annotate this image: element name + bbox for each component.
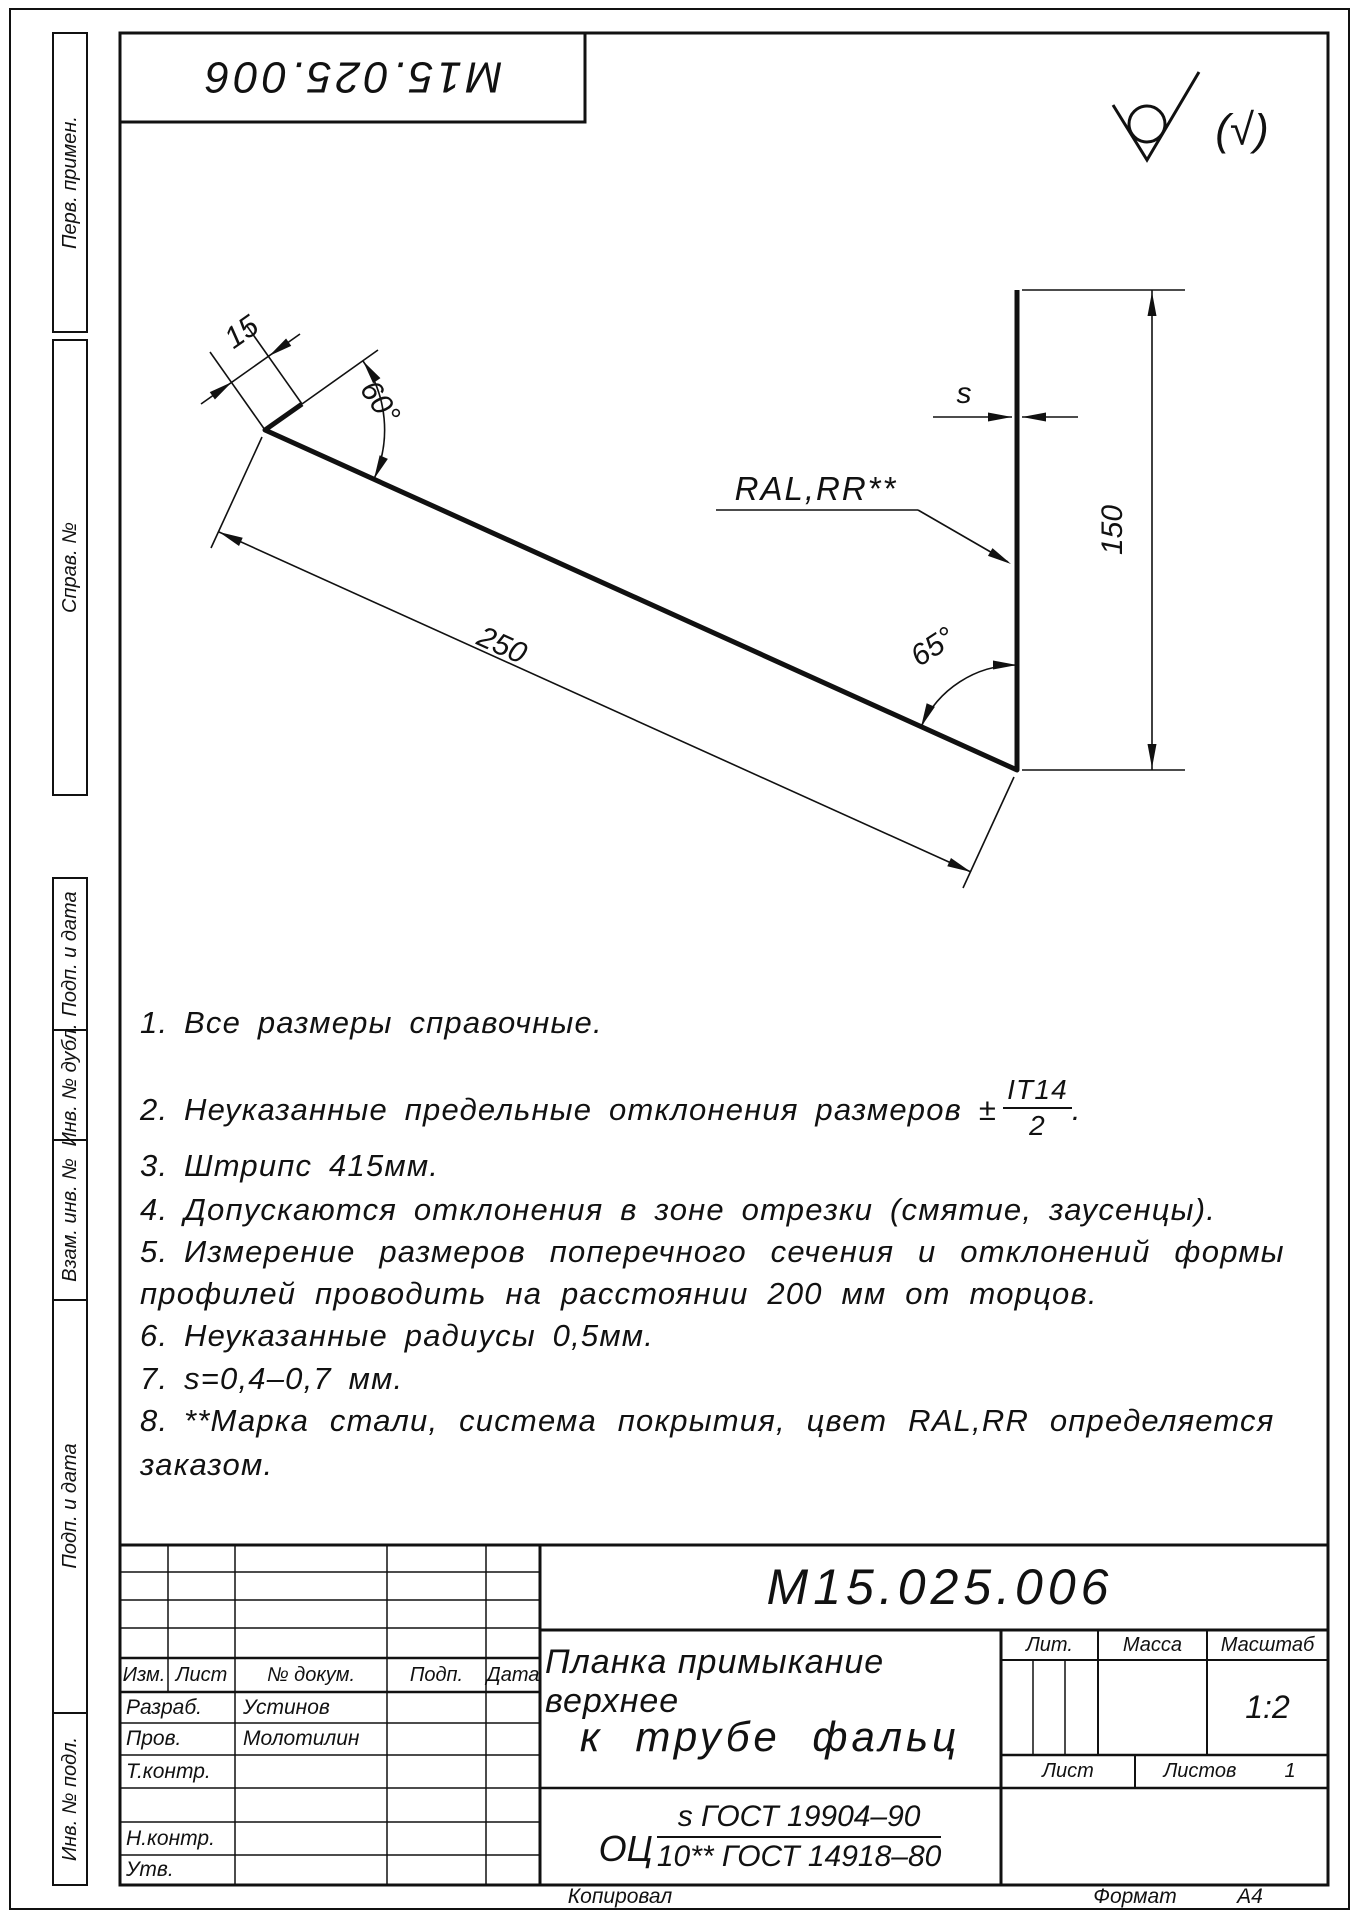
header-masshtab: Масштаб [1220,1633,1315,1656]
margin-label-podp-data-2: Подп. и дата [59,1443,81,1569]
note-text: профилей проводить на расстоянии 200 мм от торцов. [140,1276,1098,1311]
part-name-line1: Планка примыкание верхнее [545,1643,885,1720]
row-razrab-value: Устинов [243,1695,330,1719]
profile-outline [265,290,1017,770]
header-n-dokum: № докум. [266,1663,356,1686]
margin-label-podp-data-1: Подп. и дата [59,891,81,1017]
note-text: Допускаются отклонения в зоне отрезки (смятие, заусенцы). [184,1192,1217,1227]
sheets-label: Листов [1163,1760,1237,1782]
header-massa: Масса [1122,1633,1183,1656]
dim-thickness: s [956,377,972,410]
note-number: 1. [140,1005,169,1040]
dimension-arrows [210,292,1157,876]
margin-label-inv-dubl: Инв. № дубл. [59,1023,81,1147]
note-8-cont [140,1447,273,1483]
row-tkontr-label: Т.контр. [126,1759,211,1783]
material-spec [545,1792,995,1882]
note-1 [140,1005,603,1041]
row-razrab-label: Разраб. [126,1695,202,1719]
note-number: 5. [140,1234,169,1269]
scale-value: 1:2 [1245,1689,1290,1725]
note-number: 4. [140,1192,169,1227]
row-prov-label: Пров. [126,1727,182,1750]
material-fraction [657,1802,942,1872]
note-5-cont [140,1276,1098,1312]
margin-label-perv-primen: Перв. примен. [59,116,81,249]
note-text: s=0,4–0,7 мм. [184,1361,404,1396]
dim-height: 150 [1096,504,1129,556]
note-text: Неуказанные предельные отклонения размеров ± [184,1092,998,1128]
header-lit: Лит. [1026,1633,1073,1656]
note-text: Все размеры справочные. [184,1005,603,1040]
note-number: 6. [140,1318,169,1353]
note-text: Неуказанные радиусы 0,5мм. [184,1318,655,1353]
dim-bottom-angle: 65° [904,620,961,674]
note-number: 3. [140,1148,169,1183]
stamp-designation: М15.025.006 [201,52,503,102]
header-izm: Изм. [122,1663,166,1686]
sheets-count: 1 [1284,1760,1296,1782]
header-list: Лист [175,1663,228,1686]
note-text: Измерение размеров поперечного сечения и отклонений формы [184,1234,1285,1269]
part-name-line2: к трубе фальц [579,1713,961,1760]
material-gost-sheet: s ГОСТ 19904–90 [657,1802,942,1838]
note-text: Штрипс 415мм. [184,1148,440,1183]
note-number: 7. [140,1361,169,1396]
row-utv-label: Утв. [126,1858,174,1881]
row-nkontr-label: Н.контр. [126,1826,215,1850]
dimension-lines [201,290,1185,888]
footer-format-value: А4 [1237,1885,1263,1908]
material-gost-steel: 10** ГОСТ 14918–80 [656,1840,942,1873]
note-6 [140,1318,654,1354]
sheet-label: Лист [1042,1760,1094,1782]
coating-label: RAL,RR** [734,470,898,507]
header-data: Дата [486,1663,540,1686]
note-8 [140,1403,1275,1439]
note-3 [140,1148,439,1184]
roughness-bracket-mark: (√) [1215,105,1269,155]
note-5 [140,1234,1285,1270]
material-prefix: ОЦ [598,1828,653,1869]
note-number: 8. [140,1403,169,1438]
footer-copied: Копировал [567,1885,673,1908]
tolerance-fraction: $\frac{IT14}{2}$ [1003,1076,1072,1140]
margin-label-vzam-inv: Взам. инв. № [59,1158,81,1282]
titleblock-designation: М15.025.006 [766,1559,1114,1615]
dim-top-angle: 60° [353,374,407,431]
dim-flange-width: 15 [218,309,265,356]
note-7 [140,1361,403,1397]
note-2: 2. Неуказанные предельные отклонения размеров ± $\frac{IT14}{2}$ . [140,1074,1082,1141]
margin-label-sprav-no: Справ. № [59,522,81,613]
note-4 [140,1192,1216,1228]
note-number: 2. [140,1092,169,1128]
header-podp: Подп. [409,1663,464,1686]
margin-label-inv-podl: Инв. № подл. [59,1736,81,1862]
roughness-icon [1113,72,1199,160]
note-text: заказом. [140,1447,274,1482]
dim-length: 250 [472,620,532,671]
footer-format-label: Формат [1093,1885,1177,1908]
row-prov-value: Молотилин [243,1727,360,1750]
note-text: **Марка стали, система покрытия, цвет RAL,RR определяется [184,1403,1275,1438]
